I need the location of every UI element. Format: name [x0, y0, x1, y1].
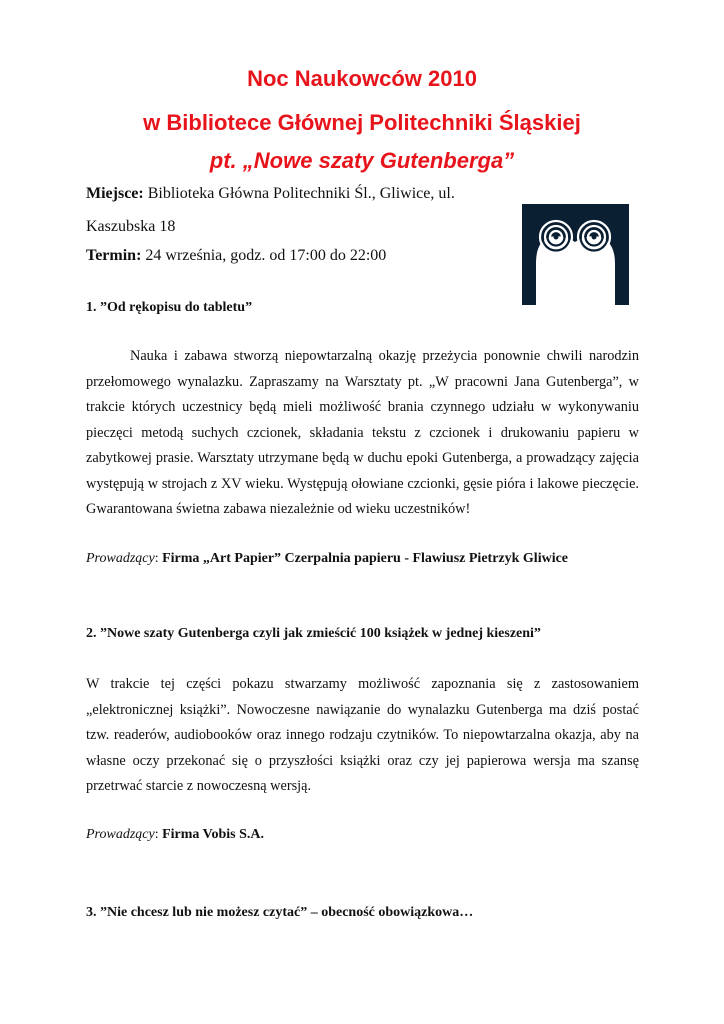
hypnotic-eyes-logo — [522, 204, 629, 305]
date-value: 24 września, godz. od 17:00 do 22:00 — [141, 247, 387, 264]
leader-label: Prowadzący — [86, 551, 155, 566]
section-1-leader — [86, 552, 568, 566]
section-1-paragraph: Nauka i zabawa stworzą niepowtarzalną okazję przeżycia ponownie chwili narodzin przełomowego wynalazku. Zapraszamy na Warsztaty pt. „W pracowni Jana Gutenberga”, w trakcie których uczestnicy będą mieli możliwość brania czynnego udziału w wykonywaniu pieczęci metodą suchych czcionek, składania tekstu z czcionek i drukowaniu papieru w zabytkowej prasie. Warsztaty utrzymane będą w duchu epoki Gutenberga, a prowadzący zajęcia występują w strojach z XV wieku. Występują ołowiane czcionki, gęsie pióra i lakowe pieczęcie. Gwarantowana świetna zabawa niezależnie od wieku uczestników! — [86, 348, 639, 517]
place-line-cont: Kaszubska 18 — [86, 218, 176, 235]
section-1-heading: 1. ”Od rękopisu do tabletu” — [86, 300, 253, 315]
leader-value: Firma Vobis S.A. — [162, 827, 265, 842]
section-2-leader — [86, 828, 264, 842]
section-3-heading: 3. ”Nie chcesz lub nie możesz czytać” – obecność obowiązkowa… — [86, 905, 474, 920]
title-line-3: pt. „Nowe szaty Gutenberga” — [209, 148, 515, 173]
section-2-paragraph: W trakcie tej części pokazu stwarzamy możliwość zapoznania się z zastosowaniem „elektronicznej książki”. Nowoczesne nawiązanie do wynalazku Gutenberga ma dziś postać tzw. readerów, audiobooków oraz innego rodzaju czytników. To niepowtarzalna okazja, aby na własne oczy przekonać się o przyszłości książki oraz czy jej papierowa wersja ma szansę przetrwać starcie z nowoczesną wersją. — [86, 676, 639, 794]
leader-value: Firma „Art Papier” Czerpalnia papieru - Flawiusz Pietrzyk Gliwice — [162, 551, 569, 566]
leader-colon: : — [154, 551, 163, 566]
leader-label: Prowadzący — [86, 827, 155, 842]
title-line-2: w Bibliotece Głównej Politechniki Śląskiej — [143, 110, 581, 135]
section-2-heading: 2. ”Nowe szaty Gutenberga czyli jak zmieścić 100 książek w jednej kieszeni” — [86, 626, 541, 641]
title-line-1: Noc Naukowców 2010 — [247, 66, 477, 91]
date-line — [86, 248, 386, 264]
date-label: Termin: — [86, 247, 142, 264]
place-label: Miejsce: — [86, 185, 144, 202]
leader-colon: : — [154, 827, 163, 842]
place-line — [86, 186, 455, 202]
place-value: Biblioteka Główna Politechniki Śl., Gliwice, ul. — [143, 185, 455, 202]
